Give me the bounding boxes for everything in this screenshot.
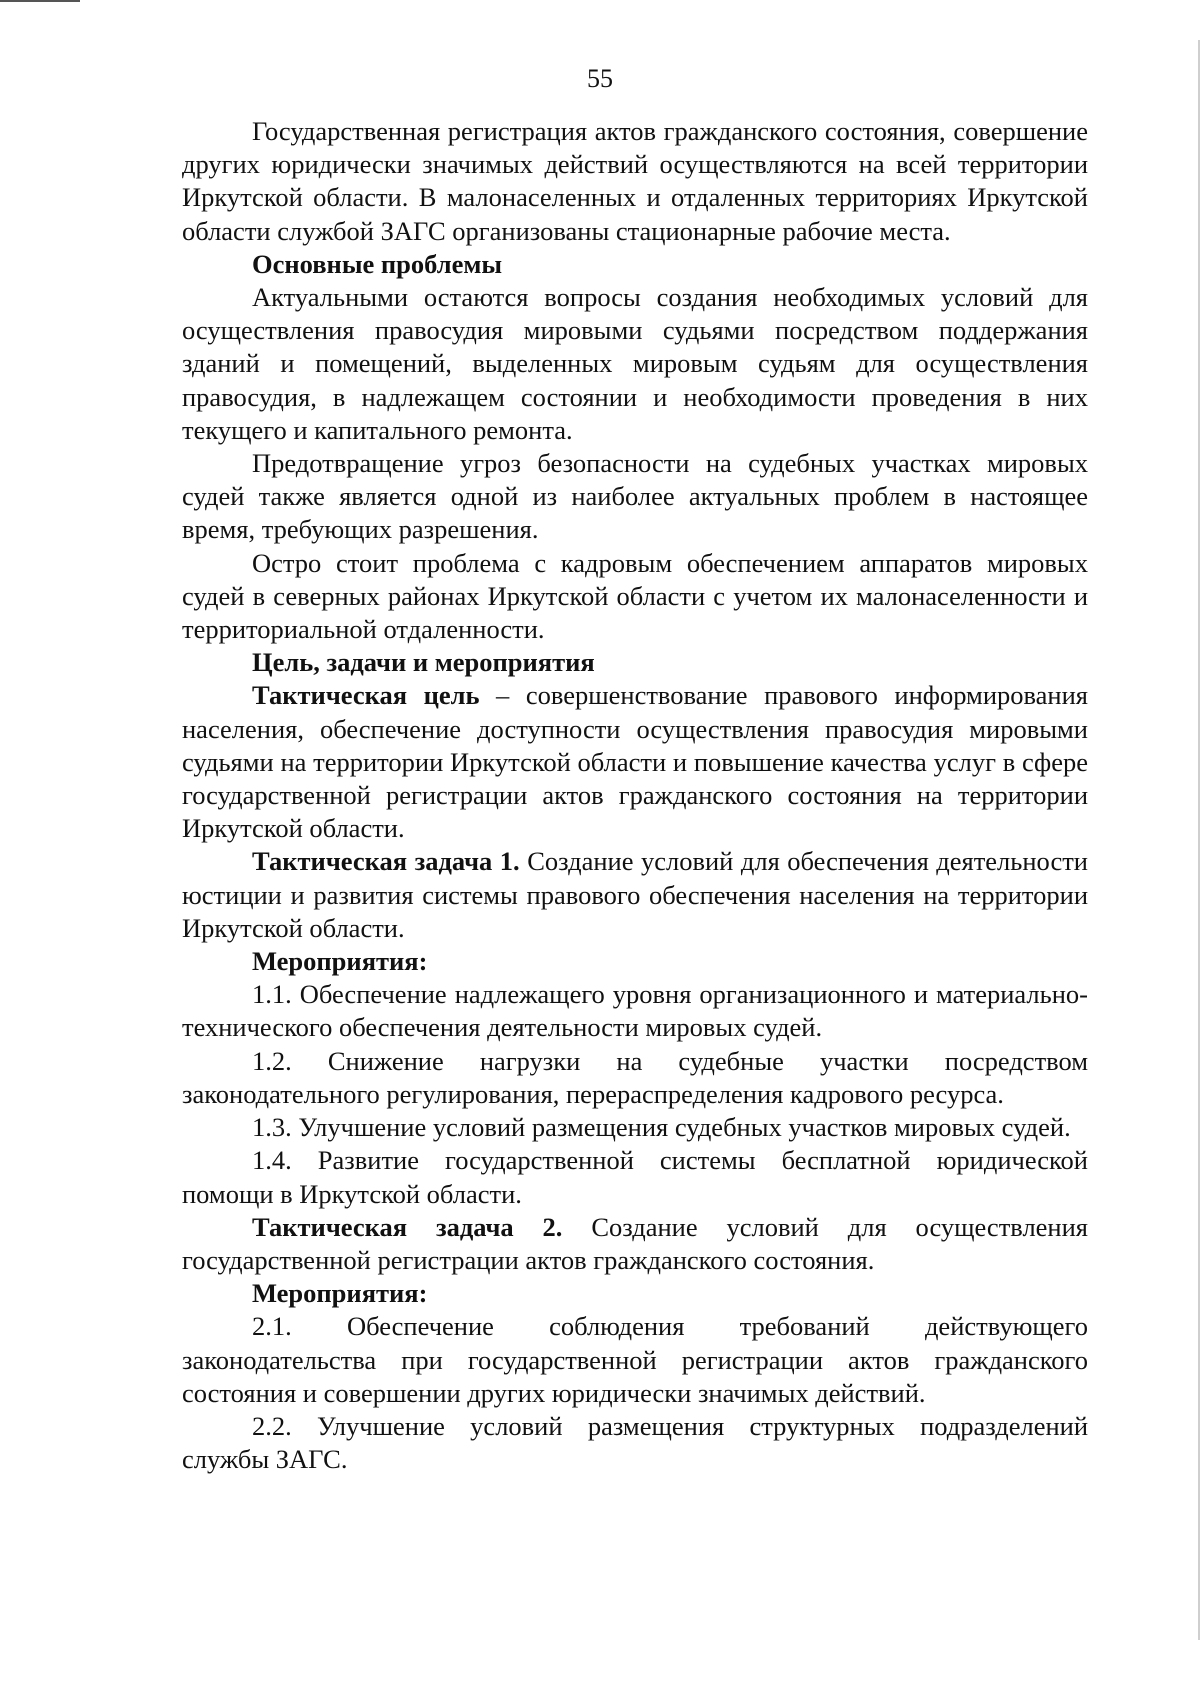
heading-goals-tasks: Цель, задачи и мероприятия [252,647,595,678]
measure-1-4: 1.4. Развитие государственной системы бесплатной юридической помощи в Иркутской области. [182,1145,1088,1209]
tactical-task-1-text: Создание условий для обеспечения деятельности юстиции и развития системы правового обеспечения населения на территории Иркутской области. [182,846,1088,943]
measure-1-2: 1.2. Снижение нагрузки на судебные участки посредством законодательного регулирования, перераспределения кадрового ресурса. [182,1045,1088,1109]
measure-2-2: 2.2. Улучшение условий размещения структурных подразделений службы ЗАГС. [182,1410,1088,1475]
document-body [182,115,1088,1476]
tactical-task-2-text: Создание условий для осуществления государственной регистрации актов гражданского состояния. [182,1211,1088,1275]
tactical-goal-text: – совершенствование правового информирования населения, обеспечение доступности осуществления правосудия мировыми судьями на территории Иркутской области и повышение качества услуг в сфере государственной регистрации актов гражданского состояния на территории Иркутской области. [182,680,1088,844]
paragraph-tactical-task-1 [182,845,1088,945]
heading-measures-2: Мероприятия: [252,1278,428,1309]
measure-2-1: 2.1. Обеспечение соблюдения требований действующего законодательства при государственной регистрации актов гражданского состояния и совершении других юридически значимых действий. [182,1311,1088,1408]
tactical-task-2-label: Тактическая задача 2. [252,1211,563,1242]
heading-main-problems: Основные проблемы [252,248,503,279]
scan-edge-top [0,0,80,2]
measure-1-3: 1.3. Улучшение условий размещения судебных участков мировых судей. [252,1112,1071,1143]
paragraph-registration: Государственная регистрация актов гражданского состояния, совершение других юридически значимых действий осуществляются на всей территории Иркутской области. В малонаселенных и отдаленных территориях Иркутской области службой ЗАГС организованы стационарные рабочие места. [182,116,1088,246]
measure-1-1: 1.1. Обеспечение надлежащего уровня организационного и материально-технического обеспечения деятельности мировых судей. [182,979,1088,1043]
paragraph-staffing: Остро стоит проблема с кадровым обеспечением аппаратов мировых судей в северных районах Иркутской области с учетом их малонаселенности и территориальной отдаленности. [182,547,1088,645]
tactical-goal-label: Тактическая цель [252,680,480,711]
paragraph-tactical-task-2 [182,1211,1088,1277]
tactical-task-1-label: Тактическая задача 1. [252,846,520,877]
paragraph-tactical-goal [182,679,1088,845]
paragraph-security-threats: Предотвращение угроз безопасности на судебных участках мировых судей также является одной из наиболее актуальных проблем в настоящее время, требующих разрешения. [182,448,1088,545]
heading-measures-1: Мероприятия: [252,946,428,977]
paragraph-justice-conditions: Актуальными остаются вопросы создания необходимых условий для осуществления правосудия мировыми судьями посредством поддержания зданий и помещений, выделенных мировым судьям для осуществления правосудия, в надлежащем состоянии и необходимости проведения в них текущего и капитального ремонта. [182,282,1088,445]
page-number: 55 [587,64,613,93]
